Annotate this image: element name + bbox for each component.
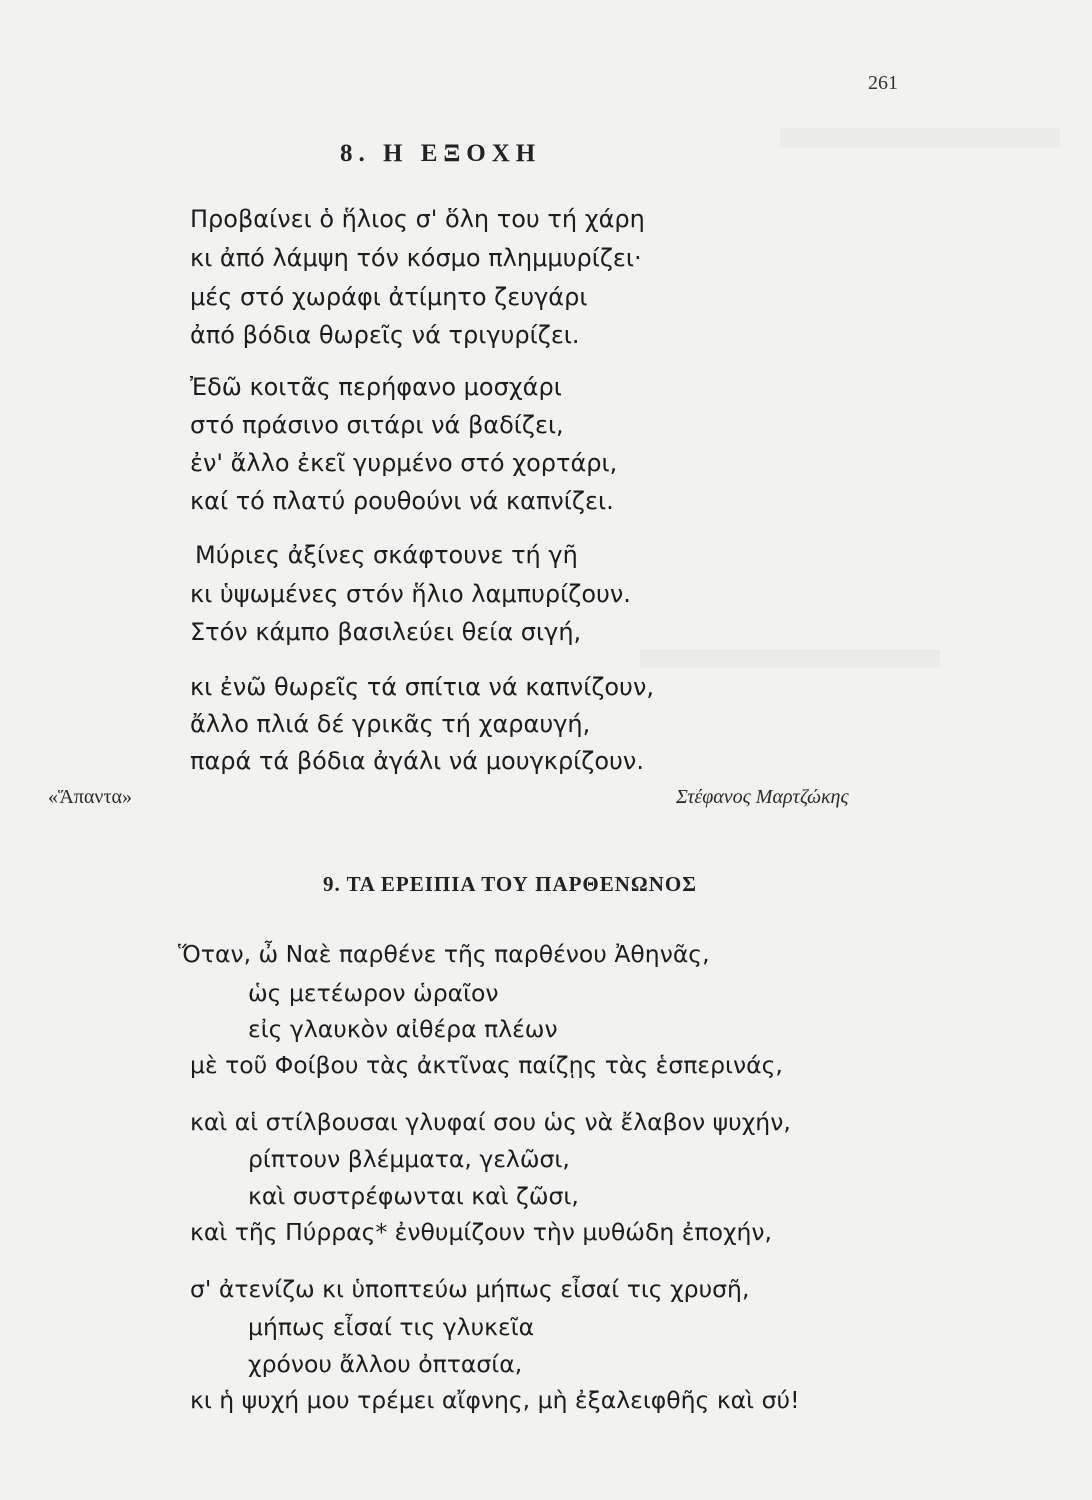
poem2-line: μὲ τοῦ Φοίβου τὰς ἀκτῖνας παίζῃς τὰς ἑσπερινάς, [190, 1051, 783, 1079]
poem1-line: Μύριες ἀξίνες σκάφτουνε τή γῆ [195, 541, 578, 569]
poem1-line: κι ἀπό λάμψη τόν κόσμο πλημμυρίζει· [190, 244, 642, 272]
poem2-title: 9. ΤΑ ΕΡΕΙΠΙΑ ΤΟΥ ΠΑΡΘΕΝΩΝΟΣ [323, 872, 697, 896]
poem1-line: Προβαίνει ὁ ἥλιος σ' ὅλη του τή χάρη [190, 205, 645, 233]
poem2-line: κι ἡ ψυχή μου τρέμει αἴφνης, μὴ ἐξαλειφθῆς καὶ σύ! [190, 1386, 800, 1414]
poem2-line: Ὅταν, ὦ Ναὲ παρθένε τῆς παρθένου Ἀθηνᾶς, [178, 940, 710, 968]
poem1-line: μές στό χωράφι ἀτίμητο ζευγάρι [190, 283, 588, 311]
poem2-line: σ' ἀτενίζω κι ὑποπτεύω μήπως εἶσαί τις χρυσῆ, [190, 1275, 750, 1303]
poem1-line: ἐν' ἄλλο ἐκεῖ γυρμένο στό χορτάρι, [190, 449, 618, 477]
poem2-line: καὶ συστρέφωνται καὶ ζῶσι, [248, 1182, 579, 1210]
poem1-line: παρά τά βόδια ἀγάλι νά μουγκρίζουν. [190, 747, 644, 775]
poem1-title: 8. Η ΕΞΟΧΗ [340, 140, 542, 167]
poem1-line: κι ὑψωμένες στόν ἥλιο λαμπυρίζουν. [190, 580, 631, 608]
poem2-line: ὡς μετέωρον ὡραῖον [248, 979, 499, 1007]
poem1-line: Ἐδῶ κοιτᾶς περήφανο μοσχάρι [190, 373, 562, 401]
poem1-line: στό πράσινο σιτάρι νά βαδίζει, [190, 411, 564, 439]
poem2-line: χρόνου ἄλλου ὀπτασία, [248, 1350, 523, 1378]
poem2-line: μήπως εἶσαί τις γλυκεῖα [248, 1313, 535, 1341]
poem1-author: Στέφανος Μαρτζώκης [676, 786, 849, 808]
poem1-line: ἄλλο πλιά δέ γρικᾶς τή χαραυγή, [190, 710, 591, 738]
poem1-line: Στόν κάμπο βασιλεύει θεία σιγή, [190, 618, 582, 646]
poem1-line: ἀπό βόδια θωρεῖς νά τριγυρίζει. [190, 321, 580, 349]
page-number: 261 [868, 72, 898, 94]
poem2-line: εἰς γλαυκὸν αἰθέρα πλέων [248, 1015, 558, 1043]
poem1-source: «Ἅπαντα» [48, 786, 132, 808]
poem1-line: καί τό πλατύ ρουθούνι νά καπνίζει. [190, 487, 614, 515]
poem2-line: ρίπτουν βλέμματα, γελῶσι, [248, 1145, 570, 1173]
poem2-line: καὶ αἱ στίλβουσαι γλυφαί σου ὡς νὰ ἔλαβον ψυχήν, [190, 1108, 791, 1136]
poem2-line: καὶ τῆς Πύρρας* ἐνθυμίζουν τὴν μυθώδη ἐποχήν, [190, 1218, 773, 1246]
poem1-line: κι ἐνῶ θωρεῖς τά σπίτια νά καπνίζουν, [190, 673, 654, 701]
